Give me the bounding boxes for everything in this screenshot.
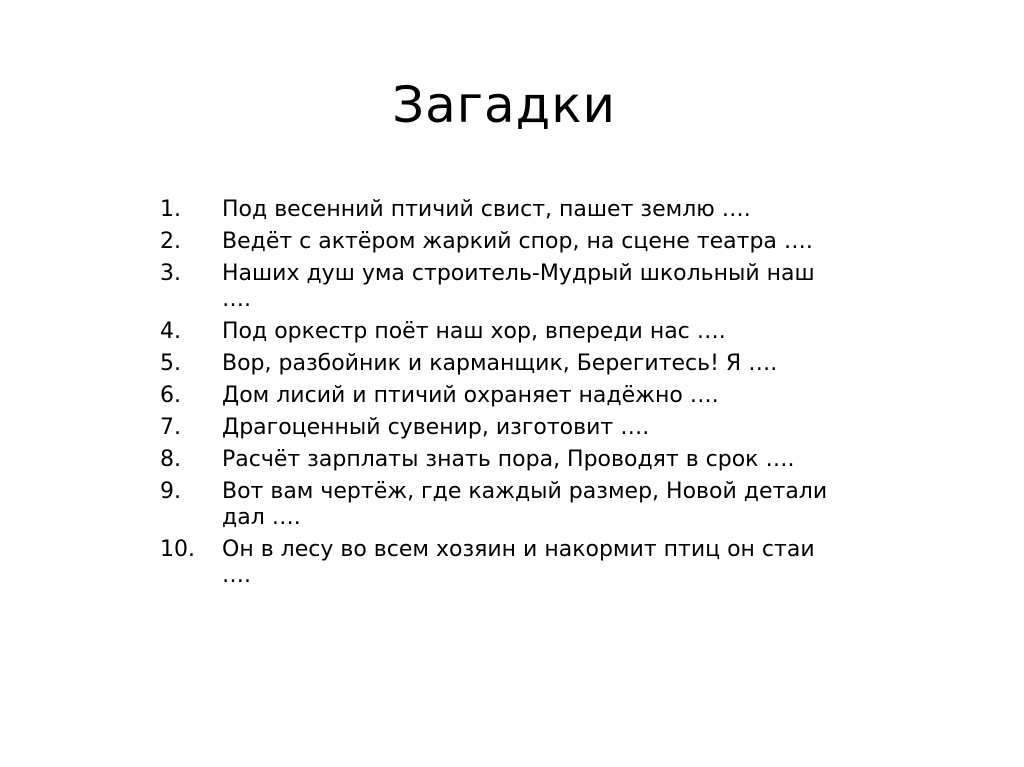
- list-item-text: Драгоценный сувенир, изготовит ….: [222, 415, 650, 440]
- list-item: [160, 229, 860, 255]
- list-item-number: 2.: [160, 229, 181, 254]
- list-item-number: 10.: [160, 537, 195, 562]
- list-item: [160, 351, 860, 377]
- list-item-number: 7.: [160, 415, 181, 440]
- list-item: [160, 261, 860, 313]
- list-item-text: Под весенний птичий свист, пашет землю ….: [222, 197, 751, 222]
- list-item: [160, 537, 860, 589]
- riddle-list: [160, 197, 860, 595]
- list-item-number: 1.: [160, 197, 181, 222]
- list-item-text: Под оркестр поёт наш хор, впереди нас ….: [222, 319, 726, 344]
- list-item-text: Наших душ ума строитель-Мудрый школьный наш ….: [222, 261, 815, 312]
- list-item: [160, 197, 860, 223]
- list-item-number: 9.: [160, 479, 181, 504]
- list-item-number: 8.: [160, 447, 181, 472]
- list-item: [160, 447, 860, 473]
- list-item-text: Он в лесу во всем хозяин и накормит птиц он стаи ….: [222, 537, 815, 588]
- list-item-text: Вот вам чертёж, где каждый размер, Новой детали дал ….: [222, 479, 828, 530]
- list-item-number: 4.: [160, 319, 181, 344]
- list-item-text: Вор, разбойник и карманщик, Берегитесь! Я ….: [222, 351, 778, 376]
- list-item-text: Расчёт зарплаты знать пора, Проводят в срок ….: [222, 447, 795, 472]
- list-item: [160, 415, 860, 441]
- list-item: [160, 383, 860, 409]
- list-item-text: Дом лисий и птичий охраняет надёжно ….: [222, 383, 719, 408]
- list-item-number: 6.: [160, 383, 181, 408]
- list-item-text: Ведёт с актёром жаркий спор, на сцене театра ….: [222, 229, 813, 254]
- list-item-number: 5.: [160, 351, 181, 376]
- list-item: [160, 319, 860, 345]
- slide-title: Загадки: [392, 76, 616, 134]
- list-item: [160, 479, 860, 531]
- list-item-number: 3.: [160, 261, 181, 286]
